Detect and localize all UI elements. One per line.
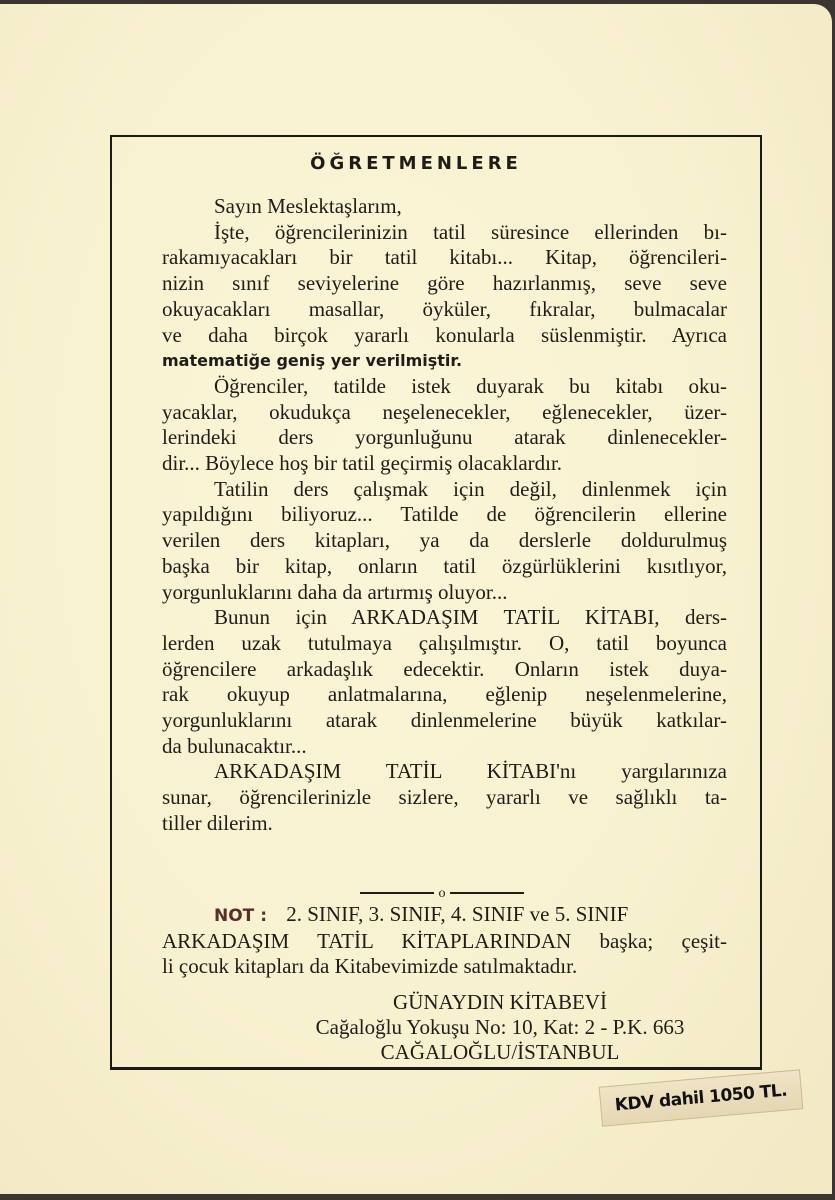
text-line: sunar, öğrencilerinizle sizlere, yararlı ve sağlıklı ta-	[162, 785, 727, 810]
text-line: tiller dilerim.	[162, 810, 273, 835]
note-section	[162, 902, 727, 979]
text-line: Öğrenciler, tatilde istek duyarak bu kitabı oku-	[214, 373, 727, 398]
note-text: ARKADAŞIM TATİL KİTAPLARINDAN başka; çeşit-	[162, 929, 727, 953]
price-sticker: KDV dahil 1050 TL.	[599, 1069, 804, 1126]
text-line: Tatilin ders çalışmak için değil, dinlenmek için	[214, 476, 727, 501]
text-line: başka bir kitap, onların tatil özgürlüklerini kısıtlıyor,	[162, 553, 727, 578]
note-label: NOT :	[214, 906, 267, 926]
text-line: lerindeki ders yorgunluğunu atarak dinlenecekler-	[162, 425, 727, 450]
text-line: nizin sınıf seviyelerine göre hazırlanmış, seve seve	[162, 271, 727, 296]
publisher-address: Cağaloğlu Yokuşu No: 10, Kat: 2 - P.K. 663	[315, 1015, 685, 1039]
text-line: yorgunluklarını atarak dinlenmelerine büyük katkılar-	[162, 708, 727, 733]
greeting: Sayın Meslektaşlarım,	[214, 194, 402, 218]
publisher-info	[250, 990, 750, 1065]
text-line: okuyacakları masallar, öyküler, fıkralar, bulmacalar	[162, 296, 727, 321]
text-line: yapıldığını biliyoruz... Tatilde de öğrencilerin ellerine	[162, 502, 727, 527]
section-divider: o	[360, 886, 524, 900]
note-first-line	[162, 902, 727, 929]
emphasis-line: matematiğe geniş yer verilmiştir.	[162, 351, 463, 371]
text-line: yacaklar, okudukça neşelenecekler, eğlenecekler, üzer-	[162, 399, 727, 424]
text-line: rakamıyacakları bir tatil kitabı... Kitap, öğrencileri-	[162, 245, 727, 270]
text-line: dir... Böylece hoş bir tatil geçirmiş olacaklardır.	[162, 451, 563, 476]
text-line: İşte, öğrencilerinizin tatil süresince ellerinden bı-	[214, 219, 727, 244]
text-line: da bulunacaktır...	[162, 733, 307, 758]
publisher-name: GÜNAYDIN KİTABEVİ	[393, 990, 607, 1014]
note-text: li çocuk kitapları da Kitabevimizde satılmaktadır.	[162, 954, 578, 978]
note-text: 2. SINIF, 3. SINIF, 4. SINIF ve 5. SINIF	[286, 902, 629, 926]
text-line: lerden uzak tutulmaya çalışılmıştır. O, tatil boyunca	[162, 630, 727, 655]
book-back-cover	[0, 4, 832, 1194]
text-line: ARKADAŞIM TATİL KİTABI'nı yargılarınıza	[214, 759, 727, 784]
letter-body	[162, 194, 727, 837]
text-line: yorgunluklarını daha da artırmış oluyor...	[162, 579, 508, 604]
text-line: rak okuyup anlatmalarına, eğlenip neşelenmelerine,	[162, 682, 727, 707]
text-line: öğrencilere arkadaşlık edecektir. Onların istek duya-	[162, 656, 727, 681]
text-line: Bunun için ARKADAŞIM TATİL KİTABI, ders-	[214, 605, 727, 630]
page-title: ÖĞRETMENLERE	[310, 153, 522, 174]
publisher-city: CAĞALOĞLU/İSTANBUL	[380, 1040, 620, 1064]
text-line: verilen ders kitapları, ya da derslerle doldurulmuş	[162, 528, 727, 553]
text-line: ve daha birçok yararlı konularla süslenmiştir. Ayrıca	[162, 322, 727, 347]
